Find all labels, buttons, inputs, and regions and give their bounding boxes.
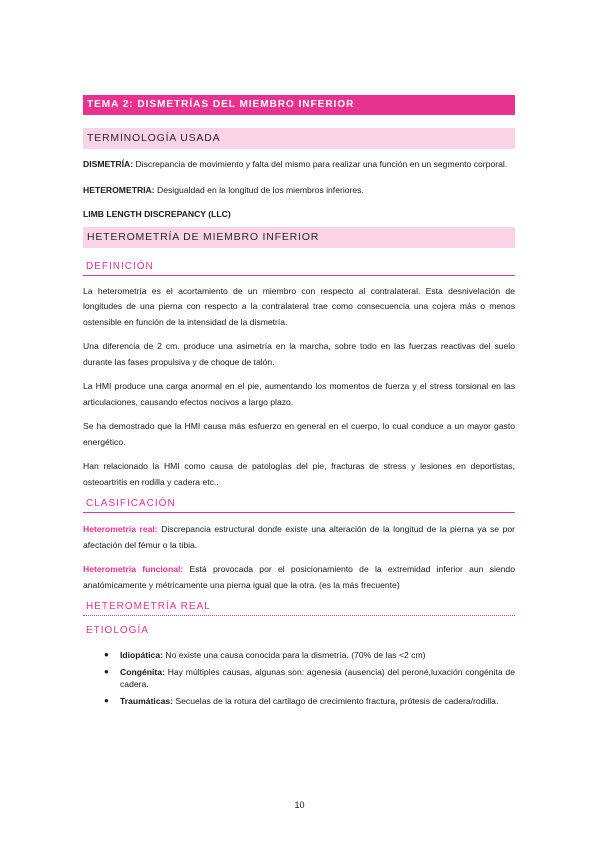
list-text: Secuelas de la rotura del cartilago de crecimiento fractura, prótesis de cadera/rodilla. [173,695,499,706]
list-term: Idiopática: [120,650,163,660]
definicion-paragraph: La heterometría es el acortamiento de un miembro con respecto al contralateral. Esta desnivelación de longitudes de una pierna con respecto a la contralateral trae como consecuencia una cojera más o menos ostensible en función de la intensidad de la dismetría. [83,285,515,327]
bullet-icon: ● [104,666,109,676]
list-text: No existe una causa conocida para la dismetría. (70% de las <2 cm) [162,650,426,660]
list-item [83,649,515,662]
clasificacion-funcional [83,562,515,593]
term-label: LIMB LENGTH DISCREPANCY (LLC) [83,209,231,219]
clasificacion-heading: CLASIFICACIÓN [83,495,515,513]
bullet-icon: ● [104,695,109,705]
hmi-heading: HETEROMETRÍA DE MIEMBRO INFERIOR [83,227,515,248]
term-label: HETEROMETRIA: [83,184,155,195]
document-page [83,95,515,707]
clasificacion-term: Heterometría funcional: [83,564,184,574]
definicion-paragraph: La HMI produce una carga anormal en el pie, aumentando los momentos de fuerza y el stress torsional en las articulaciones, causando efectos nocivos a largo plazo. [83,381,515,407]
list-item [83,695,515,708]
list-term: Traumáticas: [120,695,174,706]
term-text: Desigualdad en la longitud de los miembros inferiores. [154,184,364,195]
term-label: DISMETRÍA: [83,159,134,169]
list-item [83,666,515,691]
heterometria-real-heading: HETEROMETRÍA REAL [83,598,515,616]
page-number: 10 [294,800,305,810]
chapter-title: TEMA 2: DISMETRÍAS DEL MIEMBRO INFERIOR [83,95,515,115]
definicion-paragraph: Han relacionado la HMI como causa de patologías del pie, fracturas de stress y lesiones en deportistas, osteoartritis en rodilla y cadera etc.. [83,461,515,487]
term-dismetria [83,157,515,173]
terminology-heading: TERMINOLOGÍA USADA [83,128,515,149]
etiologia-heading: ETIOLOGÍA [86,625,149,636]
clasificacion-real [83,522,515,553]
list-term: Congénita: [120,666,165,677]
term-text: Discrepancia de movimiento y falta del mismo para realizar una función en un segmento corporal. [133,159,508,169]
clasificacion-text: Discrepancia estructural donde existe una alteración de la longitud de la pierna ya se por afectación del fémur o la tibia. [83,524,515,550]
term-llc [83,207,515,223]
list-text: Hay múltiples causas, algunas son: agenesia (ausencia) del peroné,luxación congénita de cadera. [120,666,515,689]
definicion-paragraph: Se ha demostrado que la HMI causa más esfuerzo en general en el cuerpo, lo cual conduce a un mayor gasto energético. [83,421,515,447]
definicion-heading: DEFINICIÓN [83,258,515,276]
definicion-paragraph: Una diferencia de 2 cm. produce una asimetría en la marcha, sobre todo en las fuerzas reactivas del suelo durante las fases propulsiva y de choque de talón. [83,341,515,367]
bullet-icon: ● [104,650,109,659]
clasificacion-term: Heterometría real: [83,524,158,534]
etiologia-list [83,649,515,707]
clasificacion-text: Está provocada por el posicionamiento de la extremidad inferior aun siendo anatómicamente y métricamente una pierna igual que la otra. (es la más frecuente) [83,564,515,590]
term-heterometria [83,183,515,199]
